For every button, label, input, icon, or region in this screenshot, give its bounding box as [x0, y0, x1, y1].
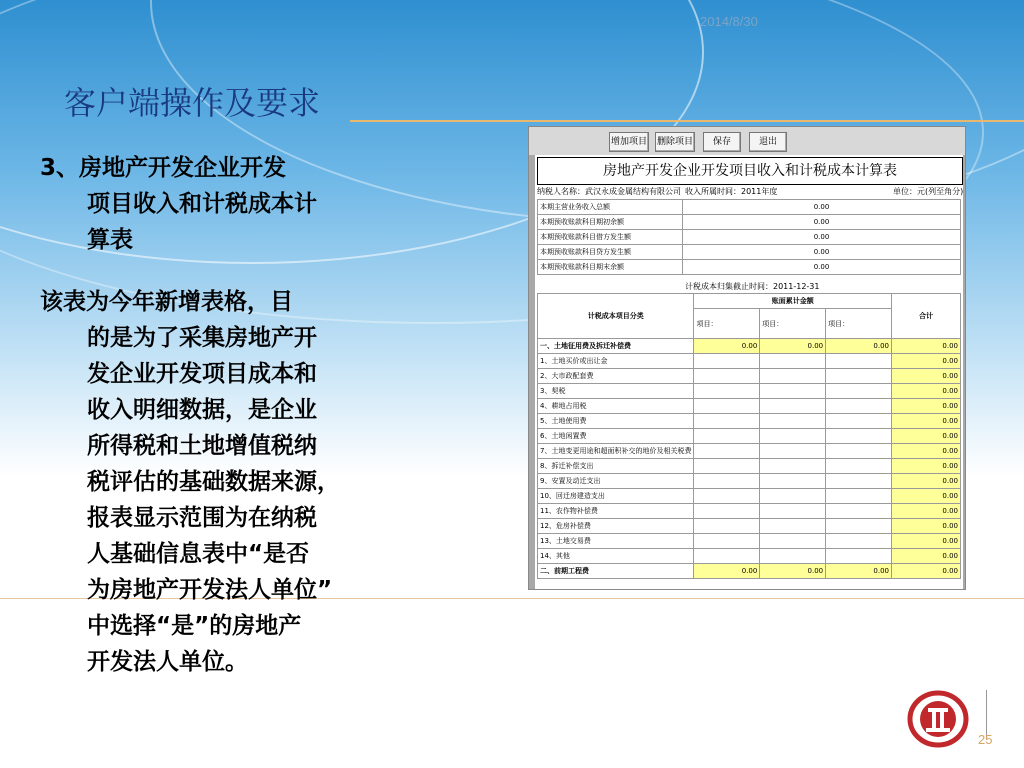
bullet-line: 的是为了采集房地产开: [87, 325, 317, 351]
cost-row: [538, 534, 961, 549]
cost-total-cell: 0.00: [892, 489, 961, 504]
cost-row: [538, 549, 961, 564]
cost-cell[interactable]: [694, 354, 760, 369]
cost-cell[interactable]: [694, 414, 760, 429]
income-row: [538, 200, 961, 215]
cost-cell[interactable]: 0.00: [760, 339, 826, 354]
cost-row: [538, 384, 961, 399]
cost-table: [537, 293, 961, 579]
cost-cell[interactable]: 0.00: [694, 339, 760, 354]
bullet-line: 为房地产开发法人单位”: [87, 577, 333, 603]
cost-cell[interactable]: [760, 489, 826, 504]
slide-date: 2014/8/30: [700, 14, 758, 29]
cost-cell[interactable]: [760, 399, 826, 414]
cost-row: [538, 564, 961, 579]
cost-total-cell: 0.00: [892, 339, 961, 354]
cost-cell[interactable]: [694, 534, 760, 549]
cost-cell[interactable]: [826, 399, 892, 414]
cost-row-label: 一、土地征用费及拆迁补偿费: [538, 339, 694, 354]
cost-cell[interactable]: [760, 429, 826, 444]
income-row-value[interactable]: 0.00: [683, 200, 961, 215]
cost-cell[interactable]: [826, 384, 892, 399]
cost-row-label: 4、耕地占用税: [538, 399, 694, 414]
bullet-line: 该表为今年新增表格，目: [40, 289, 293, 315]
bullet-line: 发企业开发项目成本和: [87, 361, 317, 387]
item-header: 项目：: [694, 309, 760, 339]
cost-total-cell: 0.00: [892, 429, 961, 444]
cost-cell[interactable]: [826, 534, 892, 549]
bullet-line: 项目收入和计税成本计: [87, 191, 317, 217]
cost-cell[interactable]: [760, 459, 826, 474]
cost-cell[interactable]: [694, 549, 760, 564]
cost-total-cell: 0.00: [892, 564, 961, 579]
cost-total-cell: 0.00: [892, 444, 961, 459]
cost-total-cell: 0.00: [892, 549, 961, 564]
cost-cell[interactable]: [826, 474, 892, 489]
income-row: [538, 230, 961, 245]
taxpayer-name: 纳税人名称：武汉永成金属结构有限公司: [537, 187, 681, 196]
income-table: [537, 199, 961, 275]
title-divider: [350, 120, 1024, 122]
cost-cell[interactable]: [694, 399, 760, 414]
cost-row-label: 5、土地使用费: [538, 414, 694, 429]
cost-cell[interactable]: [760, 534, 826, 549]
cost-row-label: 二、前期工程费: [538, 564, 694, 579]
income-row: [538, 215, 961, 230]
total-header: 合计: [892, 294, 961, 339]
cost-row-label: 14、其他: [538, 549, 694, 564]
cost-row-label: 10、回迁房建造支出: [538, 489, 694, 504]
form-screenshot: [528, 126, 966, 590]
bullet-line: 开发法人单位。: [87, 649, 248, 675]
item-header: 项目：: [826, 309, 892, 339]
cost-row: [538, 354, 961, 369]
cost-row-label: 7、土地变更用途和超面积补交的地价及相关税费: [538, 444, 694, 459]
cost-cell[interactable]: [694, 369, 760, 384]
income-row-value[interactable]: 0.00: [683, 260, 961, 275]
cost-cell[interactable]: [760, 474, 826, 489]
cost-row-label: 6、土地闲置费: [538, 429, 694, 444]
cost-cell[interactable]: 0.00: [826, 564, 892, 579]
income-row-value[interactable]: 0.00: [683, 230, 961, 245]
account-header: 账面累计金额: [694, 294, 892, 309]
cost-total-cell: 0.00: [892, 474, 961, 489]
cost-cell[interactable]: [826, 369, 892, 384]
bullet-line: 税评估的基础数据来源，: [87, 469, 340, 495]
slide-title: 客户端操作及要求: [64, 84, 321, 122]
cost-cell[interactable]: [694, 384, 760, 399]
add-item-button[interactable]: 增加项目: [609, 132, 649, 152]
cost-row-label: 12、危房补偿费: [538, 519, 694, 534]
cost-row: [538, 369, 961, 384]
bullet-line: 中选择“是”的房地产: [87, 613, 302, 639]
income-row-label: 本期预收账款科目期初余额: [538, 215, 683, 230]
cost-cell[interactable]: [760, 444, 826, 459]
cost-cell[interactable]: [760, 369, 826, 384]
income-row-label: 本期预收账款科目期末余额: [538, 260, 683, 275]
item-header: 项目：: [760, 309, 826, 339]
bullet-line: 报表显示范围为在纳税: [87, 505, 317, 531]
exit-button[interactable]: 退出: [749, 132, 787, 152]
cost-cell[interactable]: [760, 384, 826, 399]
income-row: [538, 260, 961, 275]
cost-row-label: 13、土地交易费: [538, 534, 694, 549]
cost-cell[interactable]: [694, 489, 760, 504]
tax-bureau-logo: [906, 690, 980, 748]
cost-row-label: 8、拆迁补偿支出: [538, 459, 694, 474]
bullet-line: 收入明细数据，是企业: [87, 397, 317, 423]
bullet-line: 人基础信息表中“是否: [87, 541, 310, 567]
cost-row: [538, 429, 961, 444]
cost-total-cell: 0.00: [892, 384, 961, 399]
bullet-line: 所得税和土地增值税纳: [87, 433, 317, 459]
cost-cell[interactable]: [694, 459, 760, 474]
cost-cell[interactable]: [760, 519, 826, 534]
cost-cell[interactable]: [760, 504, 826, 519]
currency-unit: 单位：元(列至角分): [893, 187, 964, 196]
income-row: [538, 245, 961, 260]
cost-cell[interactable]: [826, 414, 892, 429]
income-row-label: 本期预收账款科目贷方发生额: [538, 245, 683, 260]
cost-row-label: 11、农作物补偿费: [538, 504, 694, 519]
cost-row-label: 3、契税: [538, 384, 694, 399]
cost-cell[interactable]: 0.00: [694, 564, 760, 579]
delete-item-button[interactable]: 删除项目: [655, 132, 695, 152]
cost-deadline: 计税成本归集截止时间：2011-12-31: [685, 282, 820, 291]
cost-total-cell: 0.00: [892, 534, 961, 549]
page-number: 25: [978, 732, 993, 747]
save-button[interactable]: 保存: [703, 132, 741, 152]
cost-cell[interactable]: [694, 519, 760, 534]
bullet-description: [40, 284, 440, 680]
cost-cell[interactable]: [826, 519, 892, 534]
cost-total-cell: 0.00: [892, 399, 961, 414]
cost-row: [538, 504, 961, 519]
cost-row: [538, 519, 961, 534]
cost-cell[interactable]: [760, 414, 826, 429]
cost-cell[interactable]: [760, 549, 826, 564]
cost-cell[interactable]: [694, 474, 760, 489]
income-row-label: 本期预收账款科目借方发生额: [538, 230, 683, 245]
cost-cell[interactable]: [826, 504, 892, 519]
form-toolbar: [529, 127, 965, 155]
cost-row: [538, 459, 961, 474]
cost-cell[interactable]: [826, 459, 892, 474]
cost-total-cell: 0.00: [892, 519, 961, 534]
cost-row: [538, 474, 961, 489]
cost-cell[interactable]: [826, 549, 892, 564]
cost-total-cell: 0.00: [892, 459, 961, 474]
cost-row: [538, 489, 961, 504]
bullet-table-name: [40, 150, 440, 258]
category-header: 计税成本项目分类: [538, 294, 694, 339]
cost-total-cell: 0.00: [892, 504, 961, 519]
cost-cell[interactable]: 0.00: [760, 564, 826, 579]
sheet-title: 房地产开发企业开发项目收入和计税成本计算表: [537, 157, 963, 185]
cost-row: [538, 444, 961, 459]
cost-cell[interactable]: 0.00: [826, 339, 892, 354]
cost-cell[interactable]: [694, 444, 760, 459]
cost-row: [538, 399, 961, 414]
bullet-line: 算表: [87, 227, 133, 253]
cost-cell[interactable]: [694, 504, 760, 519]
cost-row: [538, 414, 961, 429]
cost-row-label: 1、土地买价或出让金: [538, 354, 694, 369]
cost-cell[interactable]: [826, 489, 892, 504]
income-row-label: 本期主营业务收入总额: [538, 200, 683, 215]
bullet-line: 3、房地产开发企业开发: [40, 155, 287, 181]
cost-cell[interactable]: [694, 429, 760, 444]
income-period: 收入所属时间：2011年度: [685, 187, 778, 196]
cost-row-label: 9、安置及动迁支出: [538, 474, 694, 489]
cost-cell[interactable]: [760, 354, 826, 369]
cost-row-label: 2、大市政配套费: [538, 369, 694, 384]
income-row-value[interactable]: 0.00: [683, 245, 961, 260]
cost-row: [538, 339, 961, 354]
cost-cell[interactable]: [826, 429, 892, 444]
cost-total-cell: 0.00: [892, 369, 961, 384]
form-sheet: [535, 155, 963, 589]
cost-total-cell: 0.00: [892, 354, 961, 369]
cost-total-cell: 0.00: [892, 414, 961, 429]
cost-cell[interactable]: [826, 444, 892, 459]
income-row-value[interactable]: 0.00: [683, 215, 961, 230]
cost-cell[interactable]: [826, 354, 892, 369]
